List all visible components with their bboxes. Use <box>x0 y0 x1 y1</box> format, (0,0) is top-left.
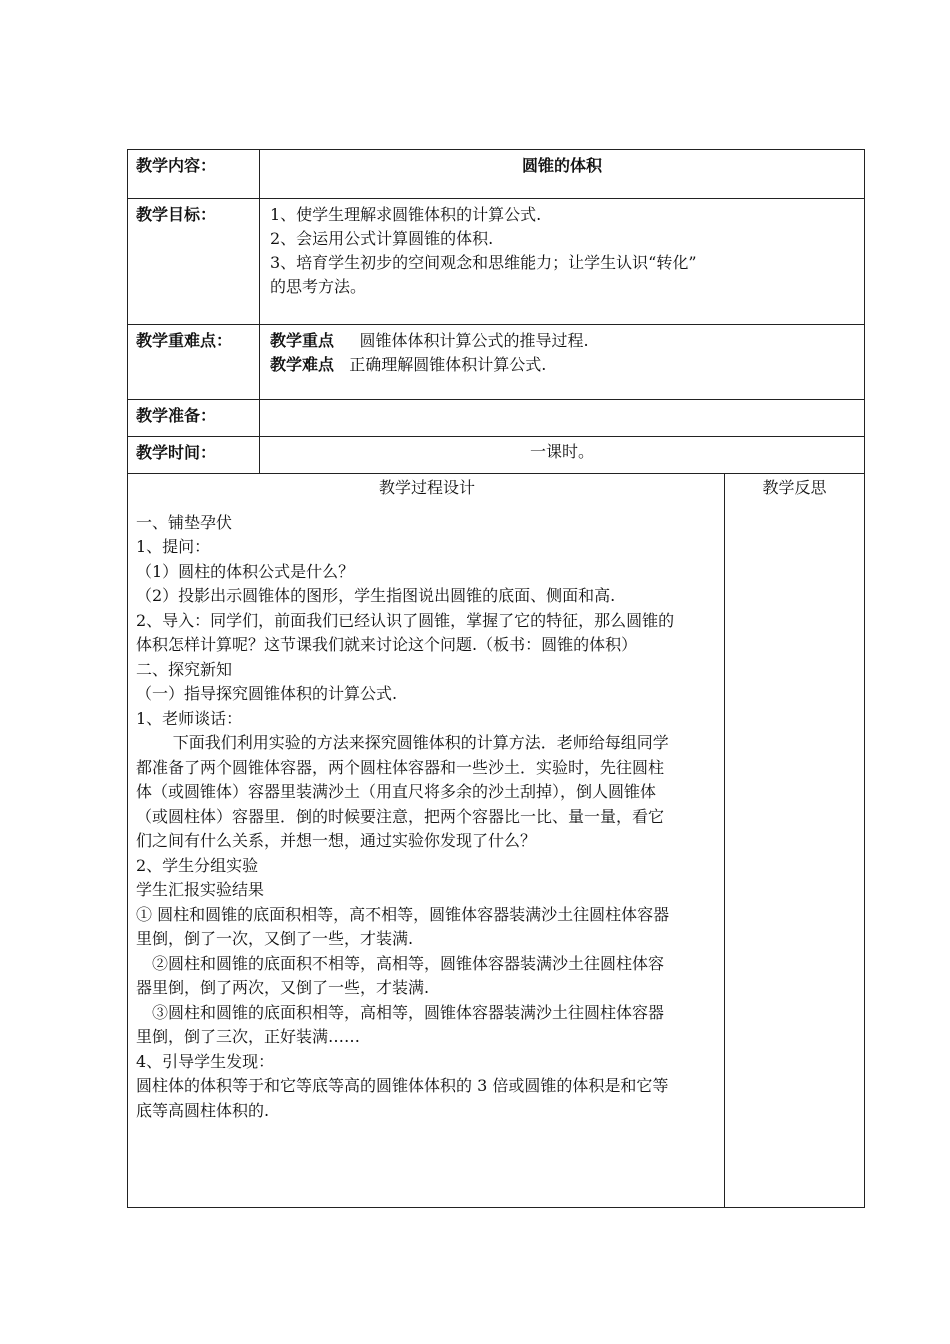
process-header: 教学过程设计 <box>378 478 475 497</box>
row-time <box>128 437 865 474</box>
process-block: 2、学生分组实验 <box>136 855 259 875</box>
process-block: 4、引导学生发现： <box>136 1051 275 1071</box>
difficulty-line <box>270 353 864 377</box>
process-block: 1、提问： <box>136 537 211 556</box>
row-content <box>128 150 865 199</box>
keypoints-label: 教学重难点： <box>128 325 260 400</box>
focus-text: 圆锥体体积计算公式的推导过程. <box>359 331 589 350</box>
reflection-header: 教学反思 <box>762 478 827 497</box>
goals-label: 教学目标： <box>128 199 260 325</box>
process-block: 下面我们利用实验的方法来探究圆锥体积的计算方法．老师给每组同学都准备了两个圆锥体容器，两个圆柱体容器和一些沙土．实验时，先往圆柱体（或圆锥体）容器里装满沙土（用直尺将多余的沙土刮掉），倒人圆锥体（或圆柱体）容器里．倒的时候要注意，把两个容器比一比、量一量，看它们之间有什么关系，并想一想，通过实验你发现了什么？ <box>136 733 669 850</box>
content-value: 圆锥的体积 <box>260 150 865 199</box>
focus-line <box>270 329 864 353</box>
process-cell <box>128 474 725 1208</box>
prep-value <box>260 400 865 437</box>
goal-line: 3、培育学生初步的空间观念和思维能力；让学生认识“转化” <box>270 253 697 272</box>
process-block: （1）圆柱的体积公式是什么？ <box>136 561 355 581</box>
goal-line: 的思考方法。 <box>270 277 367 296</box>
process-block: 圆柱体的体积等于和它等底等高的圆锥体体积的 3 倍或圆锥的体积是和它等底等高圆柱体积的. <box>136 1076 669 1120</box>
process-block: （2）投影出示圆锥体的图形，学生指图说出圆锥的底面、侧面和高. <box>136 586 616 605</box>
process-block: 学生汇报实验结果 <box>136 880 265 899</box>
content-label: 教学内容： <box>128 150 260 199</box>
process-block: 2、导入：同学们，前面我们已经认识了圆锥，掌握了它的特征，那么圆锥的体积怎样计算呢？这节课我们就来讨论这个问题.（板书：圆锥的体积） <box>136 610 675 654</box>
lesson-plan-sheet <box>127 149 864 1208</box>
process-block: ③圆柱和圆锥的底面积相等，高相等，圆锥体容器装满沙土往圆柱体容器里倒，倒了三次，正好装满…… <box>136 1002 665 1046</box>
row-goals <box>128 199 865 325</box>
process-block: ① 圆柱和圆锥的底面积相等，高不相等，圆锥体容器装满沙土往圆柱体容器里倒，倒了一次，又倒了一些，才装满. <box>136 904 670 948</box>
process-block: 二、探究新知 <box>136 659 233 679</box>
row-keypoints <box>128 325 865 400</box>
process-block: （一）指导探究圆锥体积的计算公式. <box>136 684 398 703</box>
focus-label: 教学重点 <box>270 331 335 350</box>
row-process <box>128 474 865 1208</box>
goals-value <box>260 199 865 325</box>
process-block: 1、老师谈话： <box>136 708 243 728</box>
prep-label: 教学准备： <box>128 400 260 437</box>
row-prep <box>128 400 865 437</box>
goal-line: 2、会运用公式计算圆锥的体积. <box>270 229 494 248</box>
keypoints-value <box>260 325 865 400</box>
process-block: 一、铺垫孕伏 <box>136 512 233 532</box>
goal-line: 1、使学生理解求圆锥体积的计算公式. <box>270 205 542 224</box>
difficulty-label: 教学难点 <box>270 355 335 374</box>
reflection-cell <box>725 474 865 1208</box>
difficulty-text: 正确理解圆锥体积计算公式. <box>349 355 547 374</box>
time-label: 教学时间： <box>128 437 260 474</box>
time-value: 一课时。 <box>260 437 865 474</box>
process-block: ②圆柱和圆锥的底面积不相等，高相等，圆锥体容器装满沙土往圆柱体容器里倒，倒了两次，又倒了一些，才装满. <box>136 953 665 997</box>
lesson-plan-table <box>127 149 865 1208</box>
